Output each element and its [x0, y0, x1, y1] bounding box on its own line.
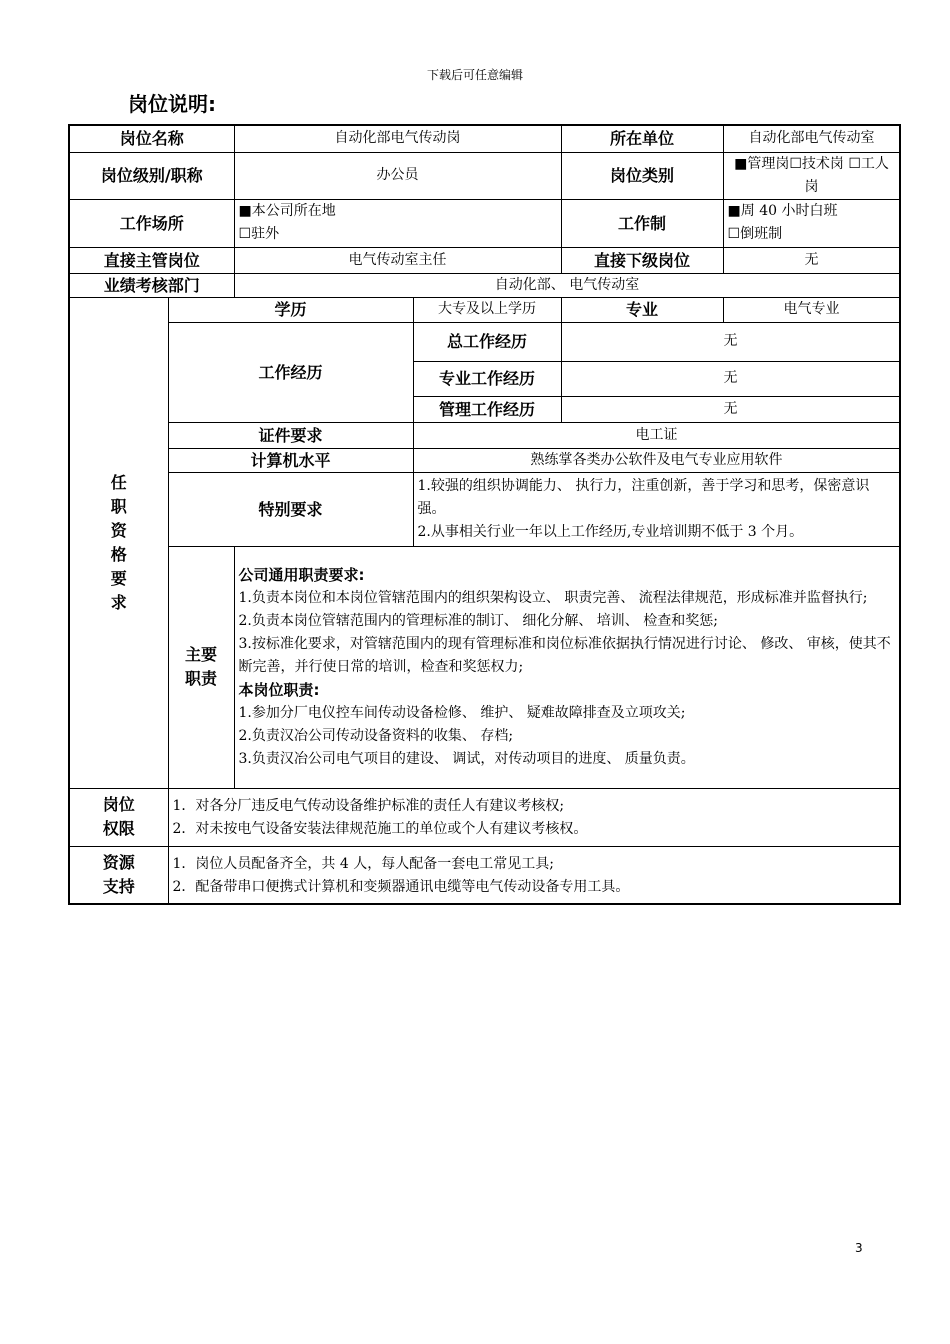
subordinate-label: 直接下级岗位: [561, 247, 723, 273]
special-item: 2.从事相关行业一年以上工作经历,专业培训期不低于 3 个月。: [417, 523, 804, 540]
education-value: 大专及以上学历: [413, 297, 561, 322]
schedule-label: 工作制: [561, 199, 723, 247]
general-duty-item: 3.按标准化要求，对管辖范围内的现有管理标准和岗位标准依据执行情况进行讨论、 修改、 审核，使其不断完善，并行使日常的培训，检查和奖惩权力;: [238, 635, 891, 675]
resources-body: [168, 846, 900, 904]
workplace-option-remote: ☐驻外: [238, 226, 280, 242]
unit-value: 自动化部电气传动室: [723, 125, 900, 152]
row-level: [69, 152, 900, 199]
post-duties-heading: 本岗位职责:: [238, 680, 320, 699]
schedule-option-day: ■周 40 小时白班: [727, 203, 838, 219]
certificate-label: 证件要求: [168, 422, 413, 448]
page-number: 3: [855, 1241, 863, 1255]
assessment-label: 业绩考核部门: [69, 273, 234, 297]
level-label: 岗位级别/职称: [69, 152, 234, 199]
post-duty-item: 2.负责汉冶公司传动设备资料的收集、 存档;: [238, 727, 514, 744]
workplace-value: [234, 199, 561, 247]
qualifications-section-label: 任 职 资 格 要 求: [69, 297, 168, 788]
post-name-value: 自动化部电气传动岗: [234, 125, 561, 152]
duties-body: [234, 546, 900, 788]
major-label: 专业: [561, 297, 723, 322]
job-description-table: [68, 124, 901, 905]
row-authority: [69, 788, 900, 846]
header-note: 下载后可任意编辑: [426, 68, 523, 82]
row-post-name: [69, 125, 900, 152]
post-name-label: 岗位名称: [69, 125, 234, 152]
category-label: 岗位类别: [561, 152, 723, 199]
authority-item: 2．对未按电气设备安装法律规范施工的单位或个人有建议考核权。: [172, 820, 588, 837]
education-label: 学历: [168, 297, 413, 322]
experience-label: 工作经历: [168, 322, 413, 422]
total-experience-label: 总工作经历: [413, 322, 561, 361]
professional-experience-value: 无: [561, 361, 900, 396]
subordinate-value: 无: [723, 247, 900, 273]
row-assessment: [69, 273, 900, 297]
authority-body: [168, 788, 900, 846]
authority-label: 岗位 权限: [69, 788, 168, 846]
resource-item: 1．岗位人员配备齐全，共 4 人，每人配备一套电工常见工具;: [172, 855, 554, 872]
supervisor-label: 直接主管岗位: [69, 247, 234, 273]
post-duty-item: 3.负责汉冶公司电气项目的建设、 调试，对传动项目的进度、 质量负责。: [238, 750, 695, 767]
major-value: 电气专业: [723, 297, 900, 322]
computer-label: 计算机水平: [168, 448, 413, 472]
workplace-option-company: ■本公司所在地: [238, 203, 336, 219]
duties-label: 主要 职责: [168, 546, 234, 788]
management-experience-label: 管理工作经历: [413, 396, 561, 422]
schedule-value: [723, 199, 900, 247]
row-supervisor: [69, 247, 900, 273]
professional-experience-label: 专业工作经历: [413, 361, 561, 396]
unit-label: 所在单位: [561, 125, 723, 152]
row-education: [69, 297, 900, 322]
workplace-label: 工作场所: [69, 199, 234, 247]
total-experience-value: 无: [561, 322, 900, 361]
special-value: [413, 472, 900, 546]
post-duty-item: 1.参加分厂电仪控车间传动设备检修、 维护、 疑难故障排查及立项攻关;: [238, 704, 686, 721]
general-duty-item: 2.负责本岗位管辖范围内的管理标准的制订、 细化分解、 培训、 检查和奖惩;: [238, 612, 718, 629]
management-experience-value: 无: [561, 396, 900, 422]
row-special: [69, 472, 900, 546]
computer-value: 熟练掌各类办公软件及电气专业应用软件: [413, 448, 900, 472]
page-title: 岗位说明:: [128, 92, 216, 116]
general-duties-heading: 公司通用职责要求:: [238, 565, 365, 584]
certificate-value: 电工证: [413, 422, 900, 448]
row-resources: [69, 846, 900, 904]
authority-item: 1．对各分厂违反电气传动设备维护标准的责任人有建议考核权;: [172, 797, 565, 814]
row-duties: [69, 546, 900, 788]
resources-label: 资源 支持: [69, 846, 168, 904]
assessment-value: 自动化部、 电气传动室: [234, 273, 900, 297]
general-duty-item: 1.负责本岗位和本岗位管辖范围内的组织架构设立、 职责完善、 流程法律规范，形成标准并监督执行;: [238, 589, 868, 606]
resource-item: 2．配备带串口便携式计算机和变频器通讯电缆等电气传动设备专用工具。: [172, 878, 630, 895]
special-item: 1.较强的组织协调能力、 执行力，注重创新，善于学习和思考，保密意识强。: [417, 477, 870, 517]
level-value: 办公员: [234, 152, 561, 199]
supervisor-value: 电气传动室主任: [234, 247, 561, 273]
category-value: ■管理岗☐技术岗 ☐工人岗: [723, 152, 900, 199]
special-label: 特别要求: [168, 472, 413, 546]
row-total-experience: [69, 322, 900, 361]
row-computer: [69, 448, 900, 472]
schedule-option-shift: ☐倒班制: [727, 226, 783, 242]
row-certificate: [69, 422, 900, 448]
row-workplace: [69, 199, 900, 247]
